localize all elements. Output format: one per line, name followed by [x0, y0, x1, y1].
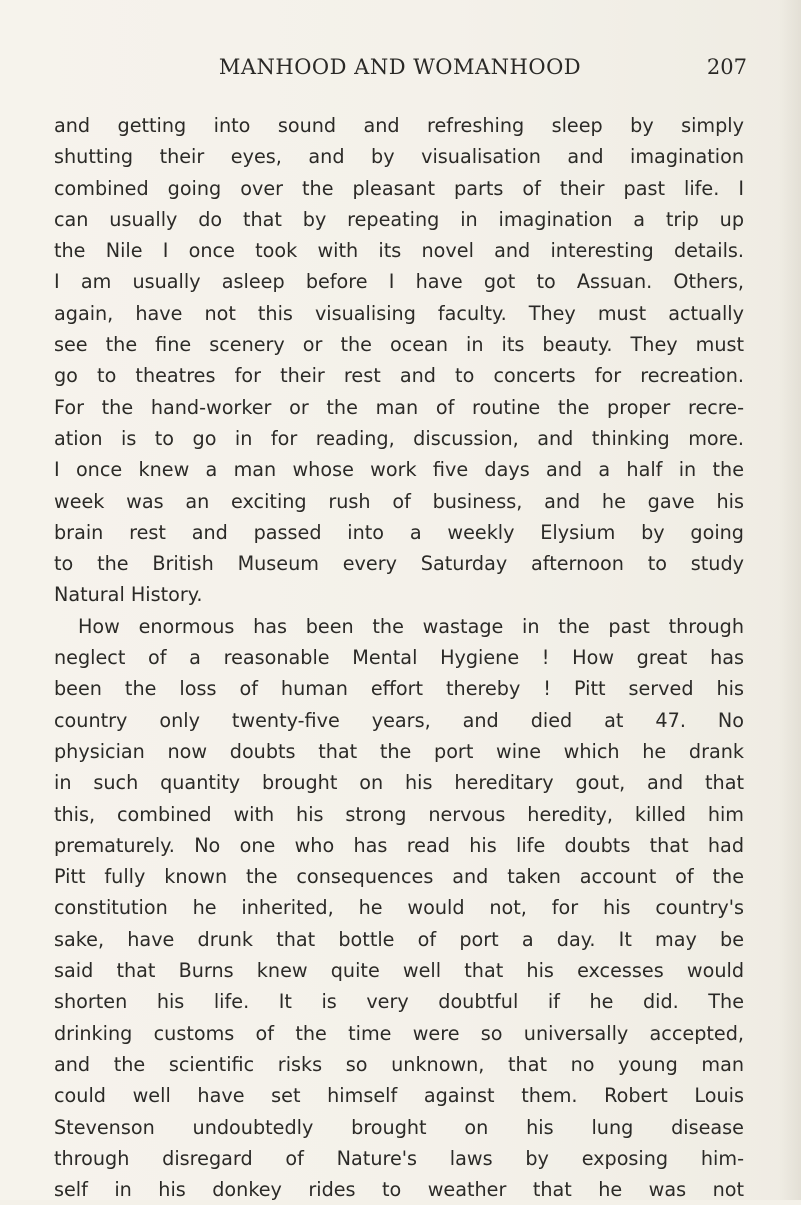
- text-line: brain rest and passed into a weekly Elysium by going: [54, 520, 744, 544]
- text-line: to the British Museum every Saturday afternoon to study: [54, 552, 744, 576]
- text-line: prematurely. No one who has read his life doubts that had: [54, 833, 744, 857]
- text-line: go to theatres for their rest and to concerts for recreation.: [54, 364, 744, 388]
- page-number: 207: [706, 55, 747, 79]
- text-line: in such quantity brought on his hereditary gout, and that: [54, 771, 744, 795]
- text-line: For the hand-worker or the man of routine the proper recre-: [54, 395, 744, 419]
- body-text: [54, 110, 744, 1205]
- text-line: physician now doubts that the port wine which he drank: [54, 739, 744, 763]
- text-line: How enormous has been the wastage in the past through: [78, 614, 744, 638]
- text-line: could well have set himself against them. Robert Louis: [54, 1084, 744, 1108]
- text-line: self in his donkey rides to weather that he was not: [54, 1178, 744, 1202]
- text-line: the Nile I once took with its novel and interesting details.: [54, 239, 744, 263]
- text-line: Stevenson undoubtedly brought on his lung disease: [54, 1115, 744, 1139]
- text-line: ation is to go in for reading, discussion, and thinking more.: [54, 426, 744, 450]
- running-title: MANHOOD AND WOMANHOOD: [218, 55, 582, 79]
- text-line: drinking customs of the time were so universally accepted,: [54, 1021, 744, 1045]
- text-line: and the scientific risks so unknown, that no young man: [54, 1052, 744, 1076]
- text-line: country only twenty-five years, and died at 47. No: [54, 708, 744, 732]
- text-line: combined going over the pleasant parts of their past life. I: [54, 176, 744, 200]
- text-line: neglect of a reasonable Mental Hygiene ! How great has: [54, 646, 744, 670]
- text-line: see the fine scenery or the ocean in its beauty. They must: [54, 333, 744, 357]
- page-edge-shadow: [779, 0, 801, 1200]
- text-line: I once knew a man whose work five days and a half in the: [54, 458, 744, 482]
- text-line: shorten his life. It is very doubtful if he did. The: [54, 990, 744, 1014]
- text-line: this, combined with his strong nervous heredity, killed him: [54, 802, 744, 826]
- text-line: week was an exciting rush of business, and he gave his: [54, 489, 744, 513]
- text-line: Pitt fully known the consequences and taken account of the: [54, 865, 744, 889]
- text-line: sake, have drunk that bottle of port a day. It may be: [54, 927, 744, 951]
- text-line: shutting their eyes, and by visualisation and imagination: [54, 145, 744, 169]
- text-line: can usually do that by repeating in imagination a trip up: [54, 207, 744, 231]
- text-line: constitution he inherited, he would not, for his country's: [54, 896, 744, 920]
- text-line: and getting into sound and refreshing sleep by simply: [54, 114, 744, 137]
- text-line: been the loss of human effort thereby ! Pitt served his: [54, 677, 744, 701]
- text-line: again, have not this visualising faculty. They must actually: [54, 301, 744, 325]
- text-line: Natural History.: [54, 583, 203, 607]
- text-line: through disregard of Nature's laws by exposing him-: [54, 1146, 744, 1170]
- text-line: I am usually asleep before I have got to Assuan. Others,: [54, 270, 744, 294]
- text-line: said that Burns knew quite well that his excesses would: [54, 959, 744, 983]
